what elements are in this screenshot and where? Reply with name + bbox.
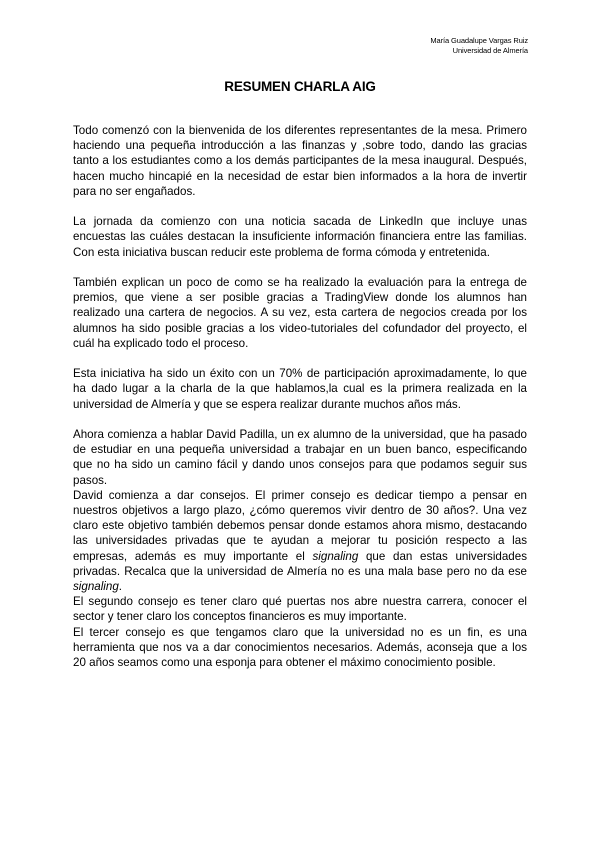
document-title: RESUMEN CHARLA AIG bbox=[224, 79, 376, 94]
first-advice-text-b: que dan estas universidades privadas. Recalca que la universidad de Almería no es una mala base pero no da ese bbox=[73, 549, 527, 578]
page-header bbox=[430, 36, 528, 56]
paragraph-welcome: Todo comenzó con la bienvenida de los diferentes representantes de la mesa. Primero haciendo una pequeña introducción a las finanzas y ,sobre todo, dando las gracias tanto a los estudiantes como a los demás participantes de la mesa inaugural. Después, hacen mucho hincapié en la necesidad de estar bien informados a la hora de invertir para no ser engañados. bbox=[73, 124, 527, 198]
paragraph-second-advice: El segundo consejo es tener claro qué puertas nos abre nuestra carrera, conocer el sector y tener claro los conceptos financieros es muy importante. bbox=[73, 595, 527, 624]
institution-name: Universidad de Almería bbox=[452, 46, 528, 55]
paragraph-linkedin: La jornada da comienzo con una noticia sacada de LinkedIn que incluye unas encuestas las cuáles destacan la insuficiente información financiera entre las familias. Con esta iniciativa buscan reducir este problema de forma cómoda y entretenida. bbox=[73, 215, 527, 259]
paragraph-david-intro: Ahora comienza a hablar David Padilla, un ex alumno de la universidad, que ha pasado de estudiar en una pequeña universidad a trabajar en un buen banco, especificando que no ha sido un camino fácil y dando unos consejos para que podamos seguir sus pasos. bbox=[73, 428, 527, 487]
signaling-term: signaling bbox=[312, 549, 359, 563]
paragraph-first-advice bbox=[73, 488, 527, 594]
signaling-term-2: signaling bbox=[73, 580, 119, 594]
first-advice-end: . bbox=[118, 580, 122, 594]
author-name: María Guadalupe Vargas Ruiz bbox=[430, 36, 528, 45]
paragraph-third-advice: El tercer consejo es que tengamos claro que la universidad no es un fin, es una herramienta que nos va a dar conocimientos necesarios. Además, aconseja que a los 20 años seamos como una esponja para obtener el máximo conocimiento posible. bbox=[73, 625, 527, 670]
document-body bbox=[73, 123, 527, 670]
first-advice-text-a: David comienza a dar consejos. El primer consejo es dedicar tiempo a pensar en nuestros objetivos a largo plazo, ¿cómo queremos vivir dentro de 30 años?. Una vez claro este objetivo también debemos pensar donde estamos ahora mismo, destacando las universidades privadas que te ayudan a mejorar tu posición respecto a las empresas, además es muy importante el bbox=[73, 488, 527, 563]
paragraph-success: Esta iniciativa ha sido un éxito con un 70% de participación aproximadamente, lo que ha dado lugar a la charla de la que hablamos,la cual es la primera realizada en la universidad de Almería y que se espera realizar durante muchos años más. bbox=[73, 367, 527, 411]
paragraph-evaluation: También explican un poco de como se ha realizado la evaluación para la entrega de premios, que viene a ser posible gracias a TradingView donde los alumnos han realizado una cartera de negocios. A su vez, esta cartera de negocios creada por los alumnos ha sido posible gracias a los video-tutoriales del cofundador del proyecto, el cuál ha explicado todo el proceso. bbox=[73, 276, 527, 350]
